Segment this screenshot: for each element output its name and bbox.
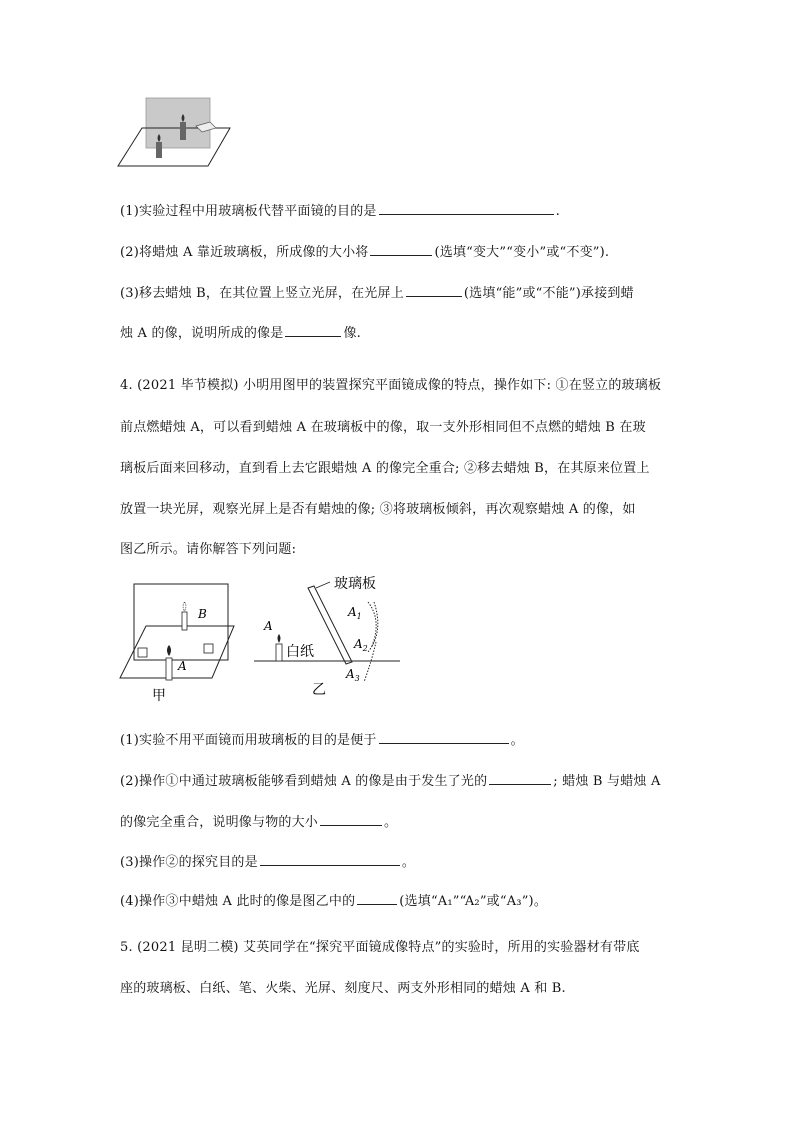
q4-sub2-cont: 的像完全重合，说明像与物的大小 。 <box>120 815 398 830</box>
q4-sub2: (2)操作①中通过玻璃板能够看到蜡烛 A 的像是由于发生了光的 ; 蜡烛 B 与蜡烛 A <box>120 774 661 789</box>
answer-blank[interactable] <box>379 202 554 215</box>
q3-part3: (3)移去蜡烛 B，在其位置上竖立光屏，在光屏上 (选填“能”或“不能”)承接到蜡 <box>120 286 634 301</box>
glass-plate-frame <box>134 584 228 660</box>
label-b: B <box>198 607 207 621</box>
image-path-a1 <box>368 602 376 646</box>
base-paper <box>120 626 234 678</box>
answer-blank[interactable] <box>406 284 462 297</box>
caption-jia: 甲 <box>152 688 166 703</box>
label-a2: $A_2$ <box>354 637 368 653</box>
label-a-candle: A <box>264 619 273 633</box>
q5-line1: 5. (2021 昆明二模) 艾英同学在“探究平面镜成像特点”的实验时，所用的实验器材有带底 <box>120 940 640 955</box>
support-block-right <box>204 644 213 653</box>
caption-yi: 乙 <box>312 682 326 698</box>
answer-blank[interactable] <box>260 853 400 866</box>
answer-blank[interactable] <box>489 772 551 785</box>
answer-blank[interactable] <box>357 892 397 905</box>
q4-intro-line2: 前点燃蜡烛 A，可以看到蜡烛 A 在玻璃板中的像，取一支外形相同但不点燃的蜡烛 B 在玻 <box>120 420 646 435</box>
q4-sub1: (1)实验不用平面镜而用玻璃板的目的是便于 。 <box>120 733 524 748</box>
answer-blank[interactable] <box>379 731 509 744</box>
q5-line2: 座的玻璃板、白纸、笔、火柴、光屏、刻度尺、两支外形相同的蜡烛 A 和 B. <box>120 981 566 996</box>
figure-yi <box>250 566 410 701</box>
q4-intro-line5: 图乙所示。请你解答下列问题: <box>120 542 297 557</box>
answer-blank[interactable] <box>285 324 341 337</box>
q4-intro-line1: 4. (2021 毕节模拟) 小明用图甲的装置探究平面镜成像的特点，操作如下: ①在竖立的玻璃板 <box>120 378 662 393</box>
q4-intro-line3: 璃板后面来回移动，直到看上去它跟蜡烛 A 的像完全重合; ②移去蜡烛 B，在其原来位置上 <box>120 461 650 476</box>
glass-plate <box>146 98 210 148</box>
candle-a <box>276 644 282 661</box>
top-experiment-figure <box>112 92 242 172</box>
label-glass: 玻璃板 <box>334 576 376 592</box>
candle-front <box>156 142 162 158</box>
answer-blank[interactable] <box>320 813 382 826</box>
tilted-glass <box>308 586 352 664</box>
q3-part2: (2)将蜡烛 A 靠近玻璃板，所成像的大小将 (选填“变大”“变小”或“不变”). <box>120 245 610 260</box>
q4-intro-line4: 放置一块光屏，观察光屏上是否有蜡烛的像; ③将玻璃板倾斜，再次观察蜡烛 A 的像，如 <box>120 502 636 517</box>
label-a3: $A_3$ <box>346 667 360 683</box>
label-a: A <box>178 659 187 673</box>
support-block-left <box>138 648 147 657</box>
candle-back <box>180 122 186 140</box>
candle-b <box>182 612 187 630</box>
q3-part3-cont: 烛 A 的像，说明所成的像是 像. <box>120 326 361 341</box>
label-paper: 白纸 <box>286 644 314 660</box>
answer-blank[interactable] <box>370 243 432 256</box>
candle-a <box>166 658 172 680</box>
q4-sub3: (3)操作②的探究目的是 。 <box>120 855 416 870</box>
q3-part1: (1)实验过程中用玻璃板代替平面镜的目的是 . <box>120 204 560 219</box>
q4-sub4: (4)操作③中蜡烛 A 此时的像是图乙中的 (选填“A₁”“A₂”或“A₃”)。 <box>120 894 548 909</box>
image-path-a2 <box>368 602 378 652</box>
label-a1: $A_1$ <box>348 605 362 621</box>
figure-jia <box>116 578 246 703</box>
